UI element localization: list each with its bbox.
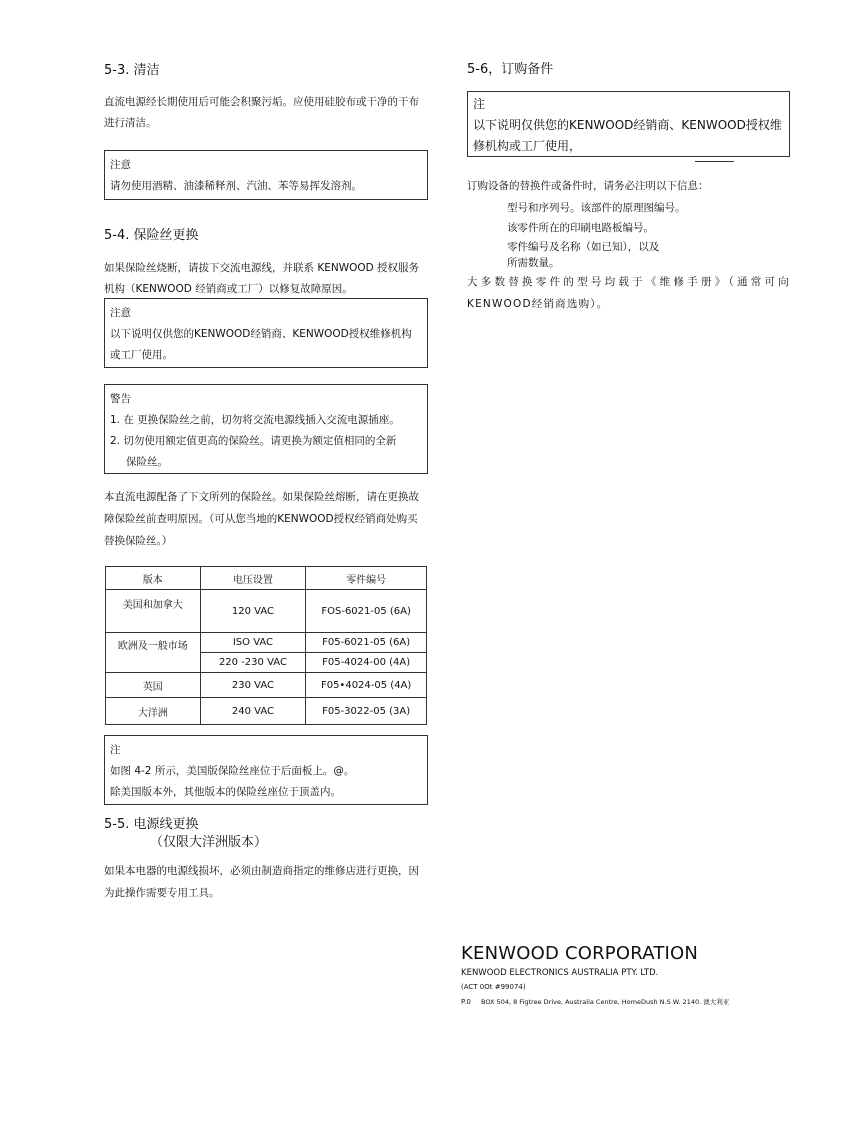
section-5-5-heading: 5-5. 电源线更换 bbox=[104, 817, 199, 832]
caution-text: 请勿使用酒精、油漆稀释剂、汽油、苯等易挥发溶剂。 bbox=[110, 180, 362, 192]
table-header-version: 版本 bbox=[106, 567, 201, 590]
table-row bbox=[106, 673, 427, 698]
table-cell-version: 英国 bbox=[106, 673, 201, 698]
ordering-item-1: 型号和序列号。该部件的原理图编号。 bbox=[507, 202, 686, 214]
table-row bbox=[106, 698, 427, 725]
fuse-caution-box bbox=[104, 298, 428, 368]
section-5-4-body: 如果保险丝烧断，请拔下交流电源线，并联系 KENWOOD 授权服务机构（KENWOOD 经销商或工厂）以修复故障原因。 bbox=[104, 262, 420, 295]
table-cell-version: 欧洲及一般市场 bbox=[106, 633, 201, 673]
ordering-item-3: 零件编号及名称（如已知），以及 bbox=[507, 241, 660, 253]
table-cell-version: 大洋洲 bbox=[106, 698, 201, 725]
table-row bbox=[106, 633, 427, 653]
table-cell-part: F05-3022-05 (3A) bbox=[306, 698, 427, 725]
section-5-5-subheading: （仅限大洋洲版本） bbox=[150, 835, 268, 850]
warning-title: 警告 bbox=[110, 393, 131, 405]
table-cell-voltage: 120 VAC bbox=[200, 590, 306, 633]
table-header-part: 零件编号 bbox=[306, 567, 427, 590]
corp-address: BOX 504, 8 Figtree Drive, Australia Centre, HomeDush N.S W. 2140. 澳大利亚 bbox=[481, 998, 730, 1006]
section-5-3-heading: 5-3. 清洁 bbox=[104, 63, 160, 78]
caution-title: 注意 bbox=[110, 159, 131, 171]
fuse-table bbox=[105, 566, 427, 725]
fuse-intro: 本直流电源配备了下文所列的保险丝。如果保险丝熔断，请在更换故障保险丝前查明原因。（可从您当地的KENWOOD授权经销商处购买替换保险丝。） bbox=[104, 491, 419, 547]
note-item-2: 除美国版本外，其他版本的保险丝座位于顶盖内。 bbox=[110, 786, 341, 798]
warning-item-2-cont: 保险丝。 bbox=[126, 456, 168, 468]
table-cell-part: F05-4024-00 (4A) bbox=[306, 653, 427, 673]
table-cell-part: FOS-6021-05 (6A) bbox=[306, 590, 427, 633]
section-5-3-body: 直流电源经长期使用后可能会积聚污垢。应使用硅胶布或干净的干布进行清洁。 bbox=[104, 96, 419, 129]
warning-item-1: 1. 在 更换保险丝之前，切勿将交流电源线插入交流电源插座。 bbox=[110, 414, 400, 426]
table-row bbox=[106, 590, 427, 633]
table-cell-part: F05•4024-05 (4A) bbox=[306, 673, 427, 698]
corp-subsidiary: KENWOOD ELECTRONICS AUSTRALIA PTY. LTD. bbox=[461, 968, 659, 978]
section-5-6-heading: 5-6，订购备件 bbox=[467, 62, 554, 77]
fuse-table-header-row bbox=[106, 567, 427, 590]
table-cell-part: F05-6021-05 (6A) bbox=[306, 633, 427, 653]
ordering-tail: 大多数替换零件的型号均载于《维修手册》（通常可向KENWOOD经销商选购）。 bbox=[467, 276, 790, 310]
table-header-voltage: 电压设置 bbox=[200, 567, 306, 590]
ordering-intro: 订购设备的替换件或备件时，请务必注明以下信息： bbox=[467, 180, 709, 192]
note-title: 注 bbox=[473, 97, 486, 111]
fuse-warning-box bbox=[104, 384, 428, 474]
ordering-item-2: 该零件所在的印刷电路板编号。 bbox=[507, 222, 654, 234]
table-cell-voltage: ISO VAC bbox=[200, 633, 306, 653]
corp-acn: (ACT 0Ot #99074) bbox=[461, 983, 526, 991]
caution-text: 以下说明仅供您的KENWOOD经销商、KENWOOD授权维修机构或工厂使用。 bbox=[110, 328, 412, 361]
table-cell-version: 美国和加拿大 bbox=[106, 590, 201, 633]
table-cell-voltage: 220 -230 VAC bbox=[200, 653, 306, 673]
section-5-5-body: 如果本电器的电源线损坏，必须由制造商指定的维修店进行更换，因为此操作需要专用工具。 bbox=[104, 865, 419, 899]
ordering-note-box bbox=[467, 91, 790, 157]
table-cell-voltage: 230 VAC bbox=[200, 673, 306, 698]
caution-title: 注意 bbox=[110, 307, 131, 319]
ordering-item-4: 所需数量。 bbox=[507, 257, 560, 269]
short-rule bbox=[695, 161, 734, 162]
warning-item-2: 2. 切勿使用额定值更高的保险丝。请更换为额定值相同的全新 bbox=[110, 435, 397, 447]
cleaning-caution-box bbox=[104, 150, 428, 200]
table-cell-voltage: 240 VAC bbox=[200, 698, 306, 725]
note-item-1: 如图 4-2 所示，美国版保险丝座位于后面板上。@。 bbox=[110, 765, 355, 777]
fuse-note-box bbox=[104, 735, 428, 805]
corp-name: KENWOOD CORPORATION bbox=[461, 943, 699, 964]
note-text: 以下说明仅供您的KENWOOD经销商、KENWOOD授权维修机构或工厂使用， bbox=[473, 118, 782, 153]
section-5-4-heading: 5-4. 保险丝更换 bbox=[104, 228, 199, 243]
corp-address-prefix: P.0 bbox=[461, 998, 471, 1006]
note-title: 注 bbox=[110, 744, 121, 756]
